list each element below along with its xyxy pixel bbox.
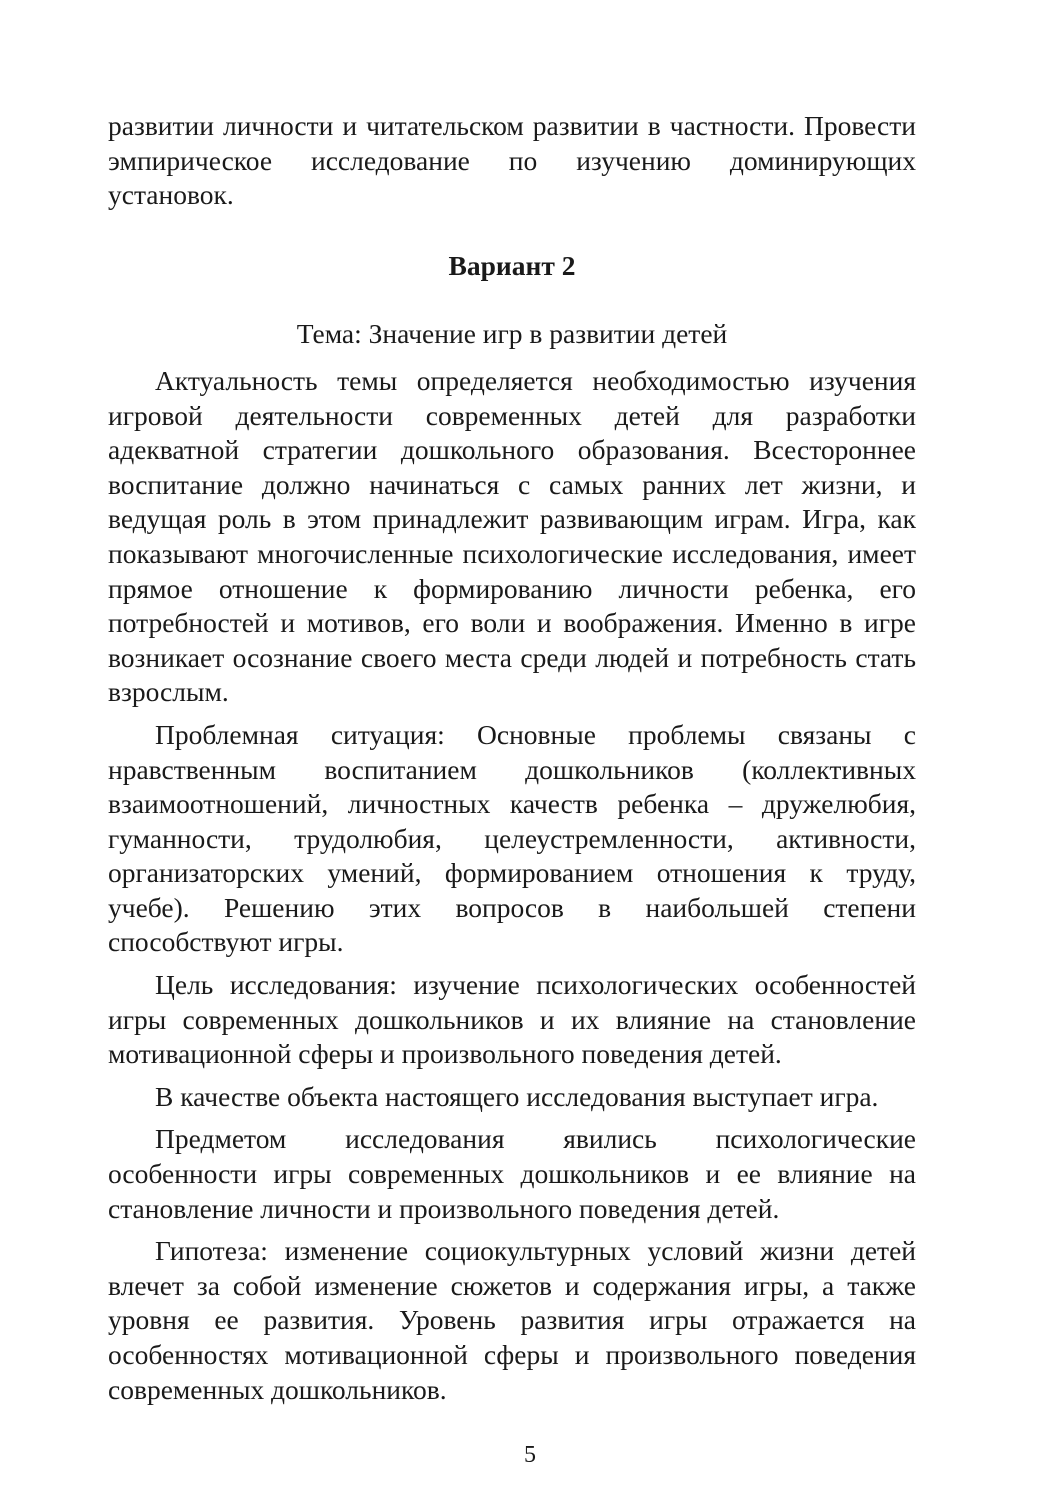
- variant-heading: Вариант 2: [448, 249, 576, 281]
- paragraph-object: В качестве объекта настоящего исследования выступает игра.: [155, 1080, 879, 1112]
- paragraph-relevance: Актуальность темы определяется необходимостью изучения игровой деятельности современных детей для разработки адекватной стратегии дошкольного образования. Всестороннее воспитание должно начинаться с самых ранних лет жизни, и ведущая роль в этом принадлежит развивающим играм. Игра, как показывают многочисленные психологические исследования, имеет прямое отношение к формированию личности ребенка, его потребностей и мотивов, его воли и воображения. Именно в игре возникает осознание своего места среди людей и потребность стать взрослым.: [108, 364, 916, 708]
- paragraph-subject: Предметом исследования явились психологические особенности игры современных дошкольников и ее влияние на становление личности и произвольного поведения детей.: [108, 1123, 916, 1224]
- paragraph-goal: Цель исследования: изучение психологических особенностей игры современных дошкольников и их влияние на становление мотивационной сферы и произвольного поведения детей.: [108, 969, 916, 1070]
- paragraph-hypothesis: Гипотеза: изменение социокультурных условий жизни детей влечет за собой изменение сюжетов и содержания игры, а также уровня ее развития. Уровень развития игры отражается на особенностях мотивационной сферы и произвольного поведения современных дошкольников.: [108, 1235, 916, 1405]
- page-number: 5: [524, 1442, 536, 1468]
- paragraph-problem: Проблемная ситуация: Основные проблемы связаны с нравственным воспитанием дошкольников (коллективных взаимоотношений, личностных качеств ребенка – дружелюбия, гуманности, трудолюбия, целеустремленности, активности, организаторских умений, формированием отношения к труду, учебе). Решению этих вопросов в наибольшей степени способствуют игры.: [108, 718, 916, 958]
- intro-paragraph: развитии личности и читательском развитии в частности. Провести эмпирическое исследование по изучению доминирующих установок.: [108, 110, 916, 211]
- topic-line: Тема: Значение игр в развитии детей: [296, 318, 728, 350]
- page-content: [108, 109, 916, 1407]
